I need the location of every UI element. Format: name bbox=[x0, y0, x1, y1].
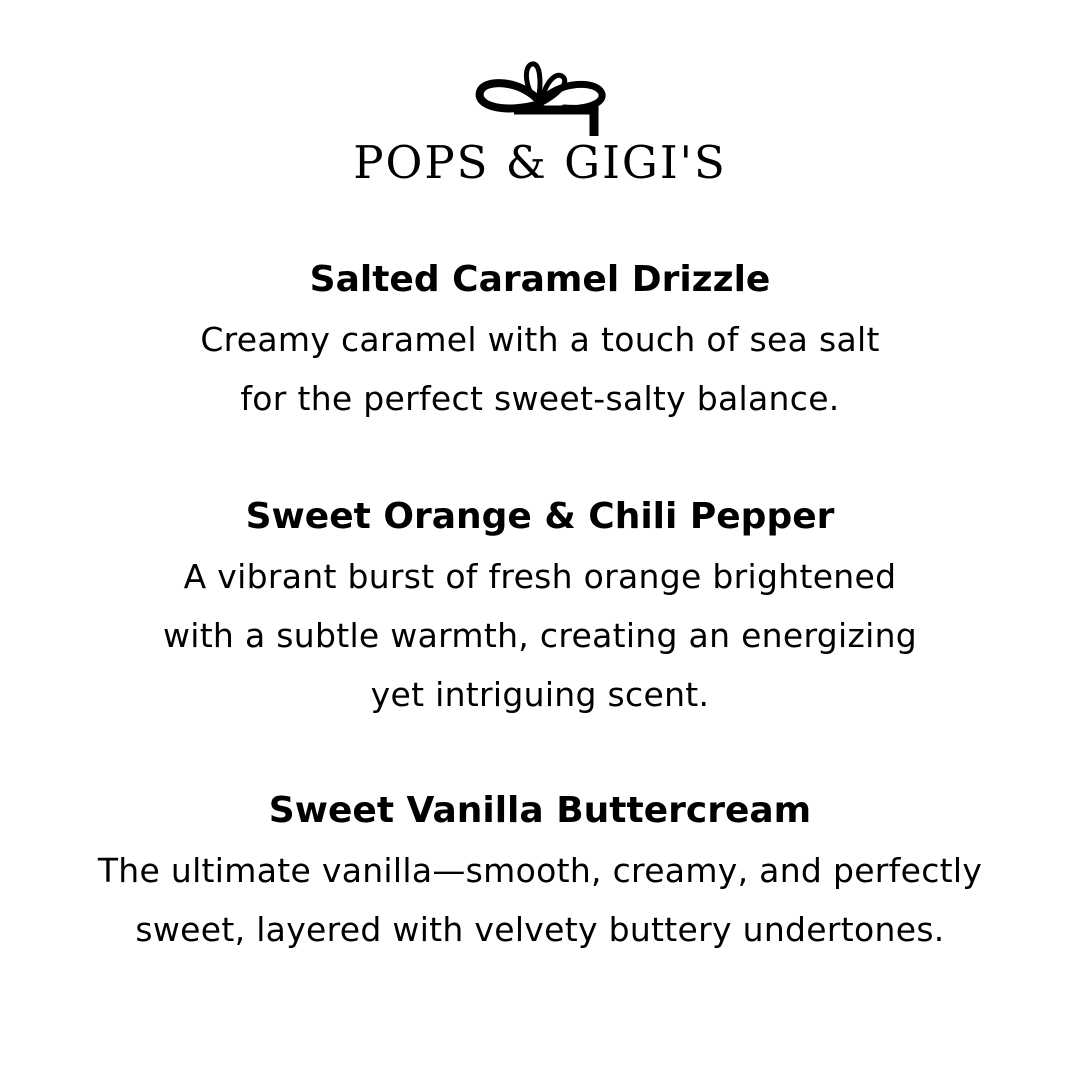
brand-name: POPS & GIGI'S bbox=[353, 136, 727, 189]
flavor-description: Creamy caramel with a touch of sea salt for the perfect sweet-salty balance. bbox=[200, 320, 880, 418]
flavor-description: A vibrant burst of fresh orange brightened with a subtle warmth, creating an energizing yet intriguing scent. bbox=[162, 557, 918, 714]
flavor-title: Sweet Vanilla Buttercream bbox=[268, 790, 812, 831]
flavor-description: The ultimate vanilla—smooth, creamy, and perfectly sweet, layered with velvety buttery undertones. bbox=[97, 851, 983, 949]
bow-ribbon-icon bbox=[474, 58, 606, 142]
flavor-item bbox=[40, 250, 1040, 428]
flavor-item bbox=[40, 781, 1040, 959]
flavor-title: Salted Caramel Drizzle bbox=[309, 259, 771, 300]
flavor-item bbox=[40, 487, 1040, 724]
flavor-title: Sweet Orange & Chili Pepper bbox=[245, 496, 835, 537]
brand-header bbox=[0, 58, 1080, 189]
